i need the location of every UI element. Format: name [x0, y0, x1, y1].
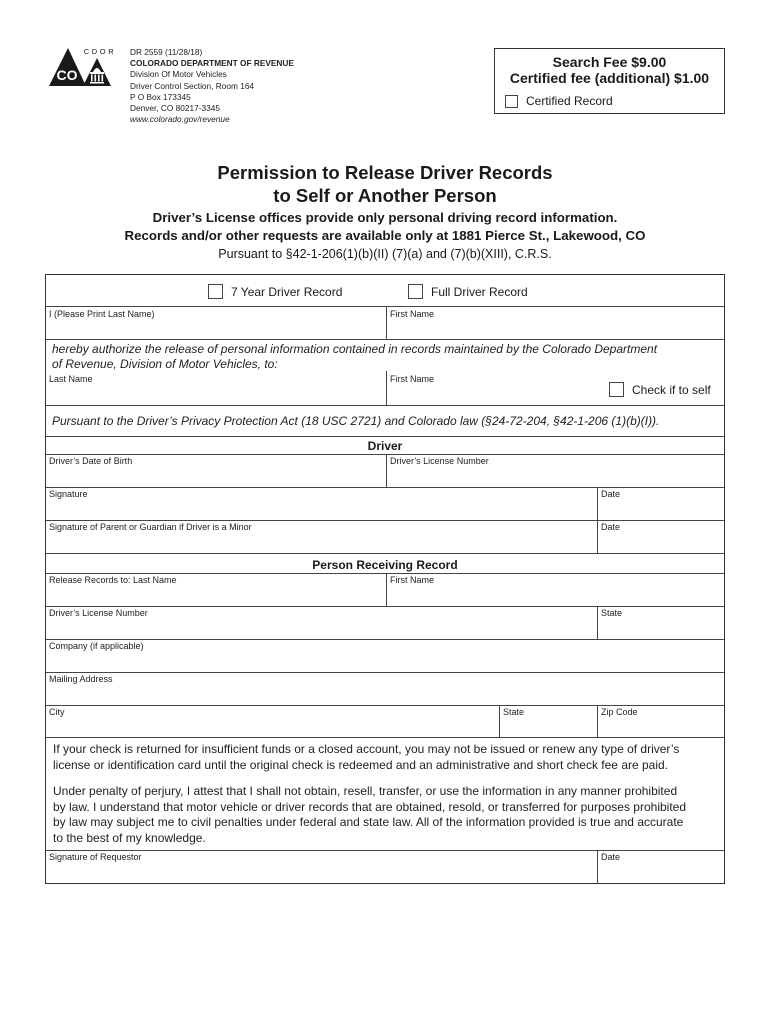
recipient-first-name-label: First Name: [390, 374, 435, 384]
zip-code-label: Zip Code: [601, 707, 638, 717]
authorization-text: [52, 342, 657, 372]
receiving-heading: Person Receiving Record: [312, 558, 458, 572]
check-self-checkbox[interactable]: [609, 382, 624, 397]
city-state-label: State: [503, 707, 525, 717]
full-record-option: [408, 284, 528, 299]
po-box: P O Box 173345: [130, 91, 191, 102]
receiving-state-label: State: [601, 608, 623, 618]
perjury-line2: by law. I understand that motor vehicle or driver records that are obtained, resold, or transferred for purposes prohibited: [53, 799, 686, 814]
seven-year-checkbox[interactable]: [208, 284, 223, 299]
seven-year-label: 7 Year Driver Record: [231, 284, 343, 299]
full-record-label: Full Driver Record: [431, 284, 528, 299]
seven-year-option: [208, 284, 342, 299]
certified-record-label: Certified Record: [526, 94, 613, 108]
receiving-last-name-label: Release Records to: Last Name: [49, 575, 177, 585]
authorization-line1: hereby authorize the release of personal information contained in records maintained by the Colorado Department: [52, 342, 658, 356]
release-form: [45, 274, 725, 884]
division-name: Division Of Motor Vehicles: [130, 69, 227, 80]
nsf-line1: If your check is returned for insufficient funds or a closed account, you may not be issued or renew any type of driver’s: [53, 742, 680, 756]
receiving-first-name-label: First Name: [390, 575, 435, 585]
check-self-label: Check if to self: [632, 382, 711, 397]
agency-block: [130, 47, 294, 125]
guardian-date-label: Date: [601, 522, 621, 532]
requester-last-name-label: I (Please Print Last Name): [49, 309, 155, 319]
department-name: COLORADO DEPARTMENT OF REVENUE: [130, 58, 294, 69]
driver-license-label: Driver’s License Number: [390, 456, 489, 466]
cdor-logo: [46, 44, 128, 94]
guardian-signature-label: Signature of Parent or Guardian if Driver is a Minor: [49, 522, 252, 532]
requester-first-name-label: First Name: [390, 309, 435, 319]
certified-fee: Certified fee (additional) $1.00: [509, 70, 710, 86]
driver-heading: Driver: [367, 439, 403, 453]
subtitle-line2: Records and/or other requests are available only at 1881 Pierce St., Lakewood, CO: [124, 228, 646, 243]
nsf-notice: [53, 742, 679, 773]
perjury-line3: by law may subject me to civil penalties under federal and state law. All of the information provided is true and accurate: [53, 815, 684, 830]
page-title-line1: Permission to Release Driver Records: [217, 162, 553, 183]
driver-date-label: Date: [601, 489, 621, 499]
logo-state-text: CO: [56, 67, 78, 83]
nsf-line2: license or identification card until the original check is redeemed and an administrative and short check fee are paid.: [53, 757, 669, 772]
driver-dob-label: Driver’s Date of Birth: [49, 456, 133, 466]
form-number: DR 2559 (11/28/18): [130, 47, 203, 57]
privacy-act-text: Pursuant to the Driver’s Privacy Protection Act (18 USC 2721) and Colorado law (§24-72-204, §42-1-206 (1)(b)(I)).: [52, 414, 660, 428]
perjury-line1: Under penalty of perjury, I attest that I shall not obtain, resell, transfer, or use the information in any manner prohibited: [53, 784, 678, 798]
statute-reference: Pursuant to §42-1-206(1)(b)(II) (7)(a) and (7)(b)(XIII), C.R.S.: [218, 247, 552, 261]
search-fee: Search Fee $9.00: [552, 54, 667, 70]
section-name: Driver Control Section, Room 164: [130, 80, 255, 91]
city-label: City: [49, 707, 65, 717]
mailing-address-label: Mailing Address: [49, 674, 113, 684]
logo-agency-text: CDOR: [83, 47, 117, 56]
capitol-icon: [83, 58, 111, 86]
city-zip: Denver, CO 80217-3345: [130, 103, 220, 114]
website: www.colorado.gov/revenue: [130, 114, 230, 125]
page-title-line2: to Self or Another Person: [273, 185, 497, 206]
authorization-line2: of Revenue, Division of Motor Vehicles, to:: [52, 357, 278, 371]
perjury-line4: to the best of my knowledge.: [53, 830, 206, 845]
full-record-checkbox[interactable]: [408, 284, 423, 299]
fee-box: [494, 48, 725, 114]
recipient-last-name-label: Last Name: [49, 374, 93, 384]
certified-record-option: [505, 94, 613, 108]
check-self-option: [609, 382, 711, 397]
receiving-license-label: Driver’s License Number: [49, 608, 148, 618]
requestor-signature-label: Signature of Requestor: [49, 852, 142, 862]
certified-record-checkbox[interactable]: [505, 95, 518, 108]
driver-signature-label: Signature: [49, 489, 88, 499]
subtitle-line1: Driver’s License offices provide only personal driving record information.: [152, 210, 618, 225]
company-label: Company (if applicable): [49, 641, 144, 651]
requestor-date-label: Date: [601, 852, 621, 862]
perjury-notice: [53, 784, 686, 846]
